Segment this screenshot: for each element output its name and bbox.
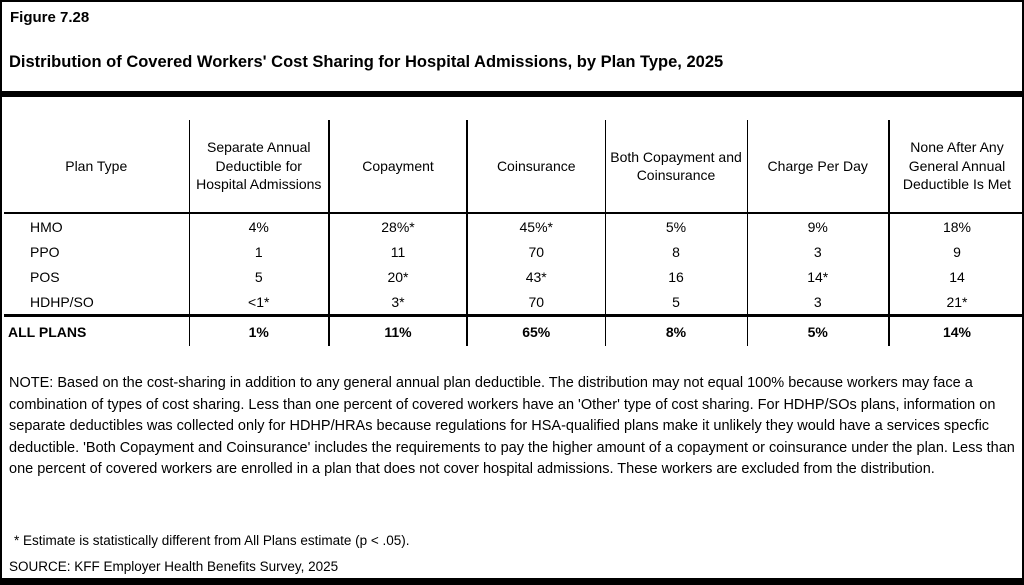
column-header-separate-deductible: Separate Annual Deductible for Hospital Admissions: [189, 120, 329, 213]
column-header-both-copay-coins: Both Copayment and Coinsurance: [605, 120, 747, 213]
table-row-hmo: [4, 213, 1024, 239]
value-cell: 70: [467, 289, 605, 316]
table-row-all-plans: [4, 316, 1024, 347]
value-cell: 9: [953, 243, 961, 260]
plan-label: HDHP/SO: [4, 289, 189, 316]
value-cell: 14: [949, 268, 965, 285]
value-cell: 3: [747, 289, 889, 316]
value-cell: 20*: [329, 264, 467, 289]
table-row-ppo: [4, 239, 1024, 264]
value-cell: 45%*: [467, 213, 605, 239]
source-line: SOURCE: KFF Employer Health Benefits Survey, 2025: [9, 559, 339, 574]
value-cell: 14%: [942, 323, 972, 340]
value-cell: <1*: [189, 289, 329, 316]
value-cell: 8: [605, 239, 747, 264]
value-cell: 3: [747, 239, 889, 264]
value-cell: 16: [605, 264, 747, 289]
value-cell: 65%: [467, 316, 605, 347]
value-cell: 21*: [889, 289, 1024, 316]
value-cell: 3*: [329, 289, 467, 316]
figure-title: Distribution of Covered Workers' Cost Sharing for Hospital Admissions, by Plan Type, 2025: [9, 53, 724, 71]
value-cell: 1: [189, 239, 329, 264]
column-header-none-after-deductible: None After Any General Annual Deductible Is Met: [889, 120, 1024, 213]
value-cell: 8%: [605, 316, 747, 347]
column-header-plan-type: Plan Type: [4, 120, 189, 213]
statistical-footnote: * Estimate is statistically different from All Plans estimate (p < .05).: [14, 533, 410, 548]
value-cell: 14*: [747, 264, 889, 289]
column-header-charge-per-day: Charge Per Day: [747, 120, 889, 213]
cost-sharing-table: [4, 120, 1024, 346]
plan-label: POS: [4, 264, 189, 289]
column-header-coinsurance: Coinsurance: [467, 120, 605, 213]
table-row-pos: [4, 264, 1024, 289]
table-row-hdhp-so: [4, 289, 1024, 316]
note-paragraph: NOTE: Based on the cost-sharing in addition to any general annual plan deductible. The distribution may not equal 100% because workers may face a combination of types of cost sharing. Less than one percent of covered workers have an 'Other' type of cost sharing. For HDHP/SOs plans, information on separate deductibles was collected only for HDHP/HRAs because regulations for HSA-qualified plans make it unlikely they would have a services specfic deductible. 'Both Copayment and Coinsurance' includes the requirements to pay the higher amount of a copayment or coinsurance under the plan. Less than one percent of covered workers are enrolled in a plan that does not cover hospital admissions. These workers are excluded from the distribution.: [9, 375, 1015, 478]
figure-number: Figure 7.28: [10, 9, 90, 26]
value-cell: 5%: [605, 213, 747, 239]
bottom-border-bar: [2, 578, 1024, 585]
title-divider-rule: [2, 91, 1024, 97]
value-cell: 18%: [942, 218, 972, 235]
table-header-row: [4, 120, 1024, 213]
plan-label: PPO: [4, 239, 189, 264]
value-cell: 9%: [747, 213, 889, 239]
plan-label-all-plans: ALL PLANS: [4, 316, 189, 347]
value-cell: 4%: [189, 213, 329, 239]
value-cell: 5: [605, 289, 747, 316]
column-header-copayment: Copayment: [329, 120, 467, 213]
value-cell: 5%: [747, 316, 889, 347]
value-cell: 28%*: [329, 213, 467, 239]
value-cell: 11: [329, 239, 467, 264]
value-cell: 70: [467, 239, 605, 264]
value-cell: 1%: [189, 316, 329, 347]
value-cell: 5: [189, 264, 329, 289]
value-cell: 43*: [467, 264, 605, 289]
value-cell: 11%: [329, 316, 467, 347]
plan-label: HMO: [4, 213, 189, 239]
